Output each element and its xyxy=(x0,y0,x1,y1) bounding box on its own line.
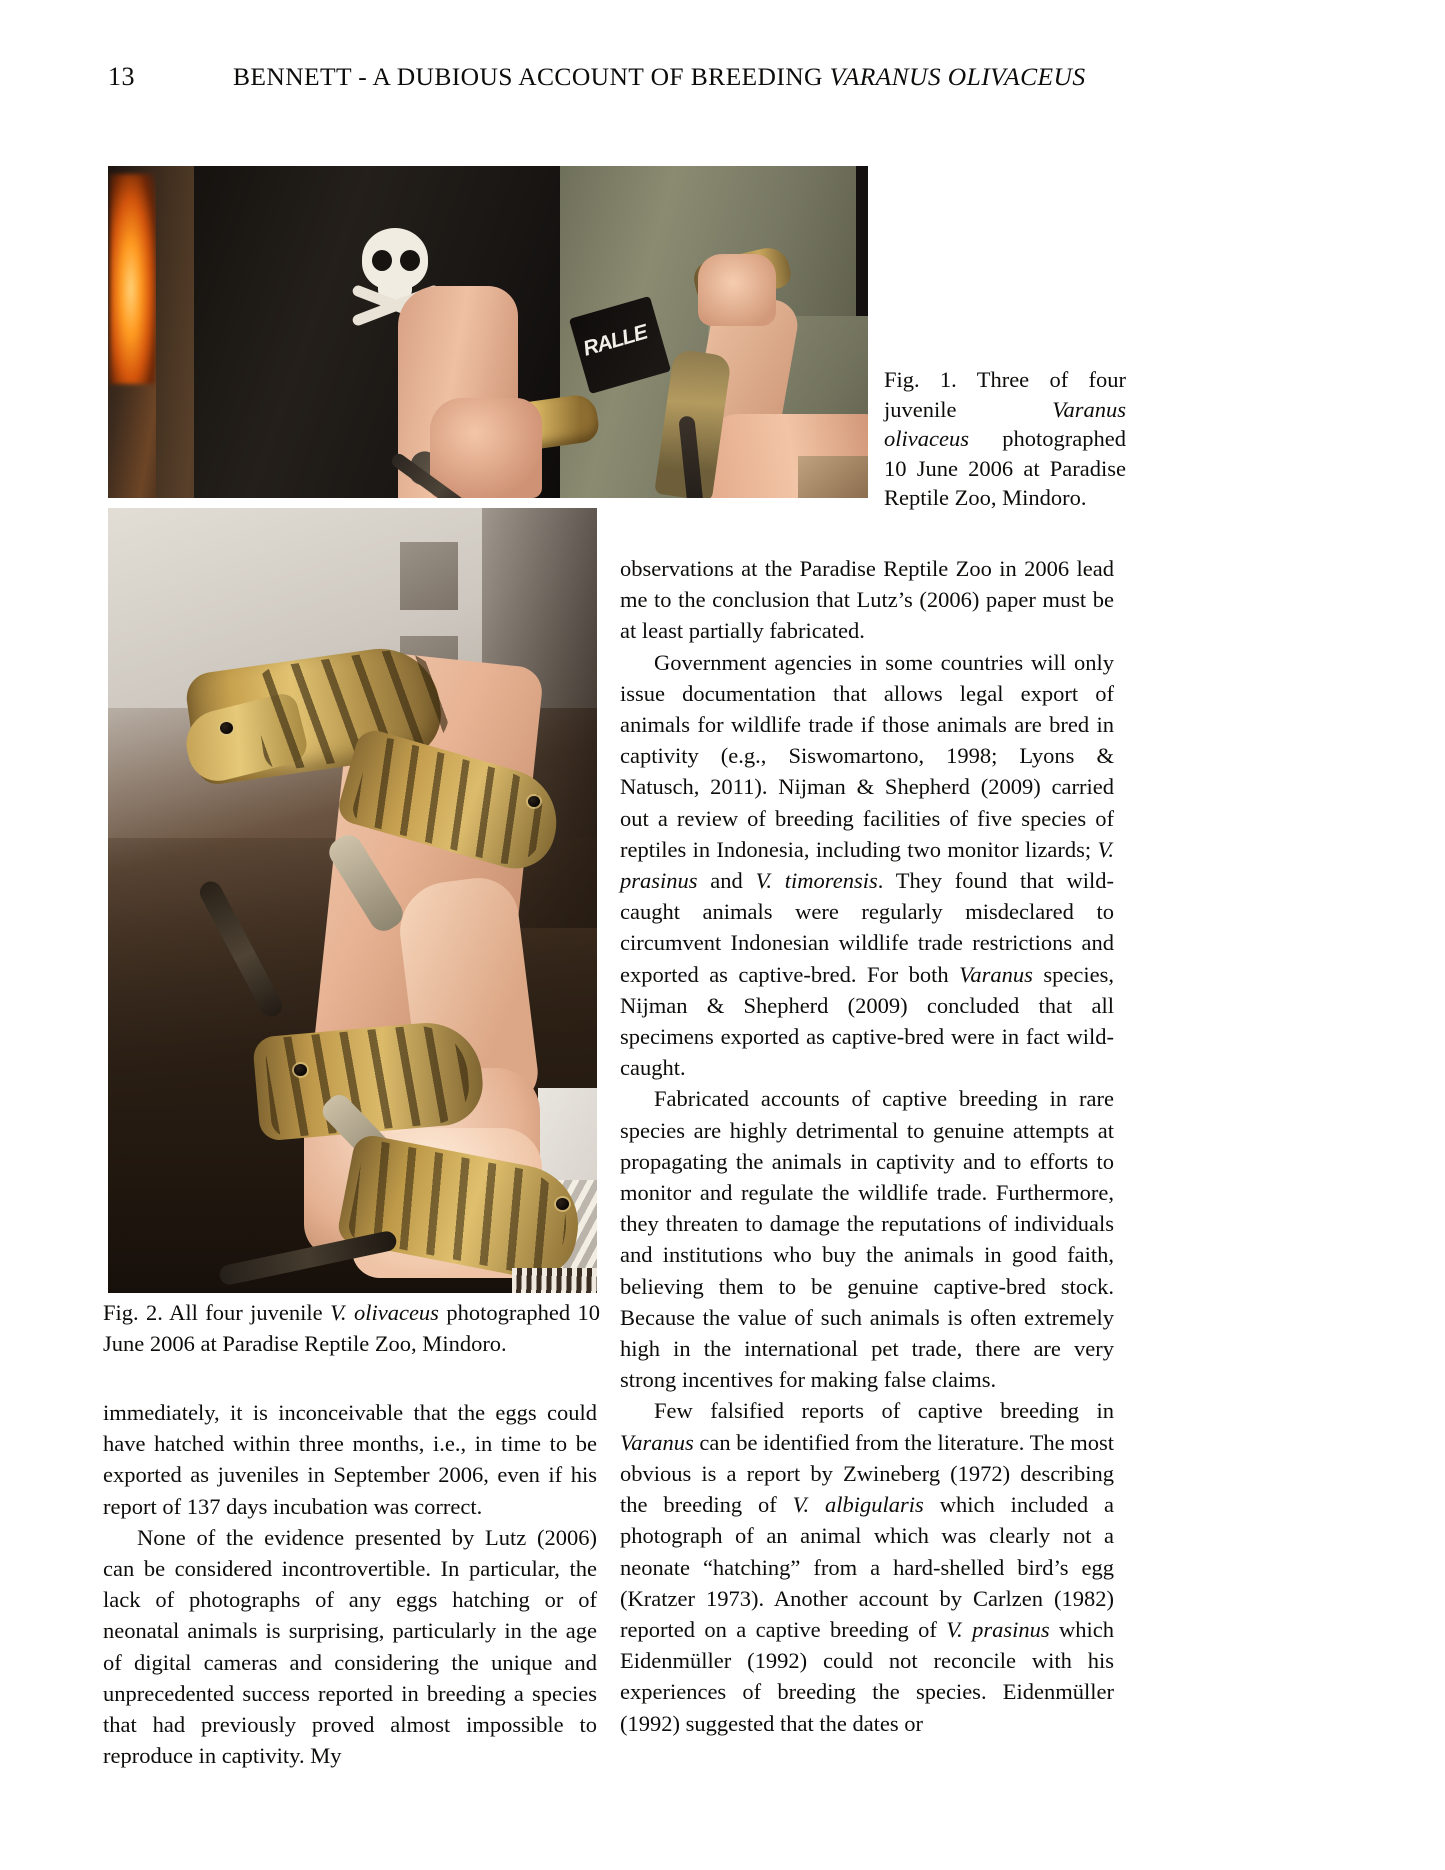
page-number: 13 xyxy=(108,62,135,91)
body-left-column-bottom xyxy=(103,1397,597,1771)
paragraph-text: which included a photograph of an animal which was clearly not a neonate “hatching” from a hard-shelled bird’s egg (Kratzer 1973). Another account by Carlzen (1982) reported on a captive breeding of xyxy=(620,1492,1114,1642)
running-head-prefix: BENNETT - A DUBIOUS ACCOUNT OF BREEDING xyxy=(233,62,830,91)
figure-1-label: Fig. 1. xyxy=(884,367,977,392)
paragraph-falsified-reports xyxy=(620,1395,1114,1738)
paragraph-text: which Eidenmüller (1992) could not reconcile with his experiences of breeding the species. Eidenmüller (1992) suggested that the dates or xyxy=(620,1616,1114,1736)
figure-1-caption xyxy=(884,365,1126,513)
body-right-column xyxy=(620,553,1114,1739)
lizard-eye-1 xyxy=(220,722,233,734)
genus-name: Varanus xyxy=(959,961,1033,987)
paragraph-text: Few falsified reports of captive breeding in xyxy=(654,1398,1114,1424)
paragraph-text: . They found that wild-caught animals were regularly misdeclared to circumvent Indonesian wildlife trade restrictions and exported as captive-bred. For both xyxy=(620,868,1114,987)
floor-patch xyxy=(798,456,868,498)
shirt-text-patch: RALLE xyxy=(569,296,671,394)
running-head-title xyxy=(233,62,1086,92)
wall-plaque-upper xyxy=(400,542,458,610)
right-hand xyxy=(698,254,776,326)
running-head-species: VARANUS OLIVACEUS xyxy=(829,62,1086,91)
figure-2-caption-text-after: photographed 10 June 2006 at Paradise Reptile Zoo, Mindoro. xyxy=(103,1300,600,1356)
paragraph-continuation xyxy=(620,553,1114,647)
paragraph-text: immediately, it is inconceivable that the eggs could have hatched within three months, i.e., in time to be exported as juveniles in September 2006, even if his report of 137 days incubation was correct. xyxy=(103,1400,597,1519)
figure-2-label: Fig. 2. xyxy=(103,1300,170,1325)
paragraph-continuation xyxy=(103,1397,597,1522)
paragraph-text: Government agencies in some countries will only issue documentation that allows legal export of animals for wildlife trade if those animals are bred in captivity (e.g., Siswomartono, 1998; Lyons & Natusch, 2011). Nijman & Shepherd (2009) carried out a review of breeding facilities of five species of reptiles in Indonesia, including two monitor lizards; xyxy=(620,649,1114,862)
figure-1-species-name: Varanus olivaceus xyxy=(884,396,1126,451)
warm-light-glow xyxy=(110,174,156,384)
figure-1 xyxy=(108,166,868,498)
paragraph-none-of-evidence xyxy=(103,1522,597,1772)
figure-2 xyxy=(108,508,597,1293)
figure-2-species-name: V. olivaceus xyxy=(330,1300,439,1325)
running-head xyxy=(108,62,1338,96)
figure-2-photo xyxy=(108,508,597,1293)
paragraph-text: observations at the Paradise Reptile Zoo in 2006 lead me to the conclusion that Lutz’s (2006) paper must be at least partially fabricated. xyxy=(620,556,1114,644)
paragraph-government-agencies xyxy=(620,647,1114,1084)
paragraph-text: Fabricated accounts of captive breeding in rare species are highly detrimental to genuine attempts at propagating the animals in captivity and to efforts to monitor and regulate the wildlife trade. Furthermore, they threaten to damage the reputations of individuals and institutions who buy the animals in good faith, believing them to be genuine captive-bred stock. Because the value of such animals is often extremely high in the international pet trade, there are very strong incentives for making false claims. xyxy=(620,1086,1114,1393)
lizard-eye-3 xyxy=(294,1064,307,1076)
species-name: V. albigularis xyxy=(792,1492,924,1518)
species-name: V. prasinus xyxy=(620,836,1114,894)
paragraph-text: None of the evidence presented by Lutz (2006) can be considered incontrovertible. In particular, the lack of photographs of any eggs hatching or of neonatal animals is surprising, particularly in the age of digital cameras and considering the unique and unprecedented success reported in breeding a species that had previously proved almost impossible to reproduce in captivity. My xyxy=(103,1524,597,1769)
genus-name: Varanus xyxy=(620,1429,694,1455)
paragraph-text: and xyxy=(697,868,756,894)
paragraph-text: species, Nijman & Shepherd (2009) concluded that all specimens exported as captive-bred were in fact wild-caught. xyxy=(620,961,1114,1081)
sleeve-stripe-detail xyxy=(512,1268,597,1293)
lizard-eye-2 xyxy=(528,796,540,807)
figure-1-photo xyxy=(108,166,868,498)
left-hand xyxy=(430,398,542,498)
figure-2-caption-text-before: All four juvenile xyxy=(169,1300,331,1325)
lizard-eye-4 xyxy=(556,1198,569,1210)
figure-1-caption-text-after: photographed 10 June 2006 at Paradise Reptile Zoo, Mindoro. xyxy=(884,426,1126,510)
species-name: V. prasinus xyxy=(946,1616,1050,1642)
figure-2-caption xyxy=(103,1297,600,1359)
paragraph-text: can be identified from the literature. The most obvious is a report by Zwineberg (1972) describing the breeding of xyxy=(620,1429,1114,1518)
paragraph-fabricated-accounts xyxy=(620,1083,1114,1395)
species-name: V. timorensis xyxy=(755,868,878,894)
figure-1-caption-text-before: Three of four juvenile xyxy=(884,367,1126,422)
